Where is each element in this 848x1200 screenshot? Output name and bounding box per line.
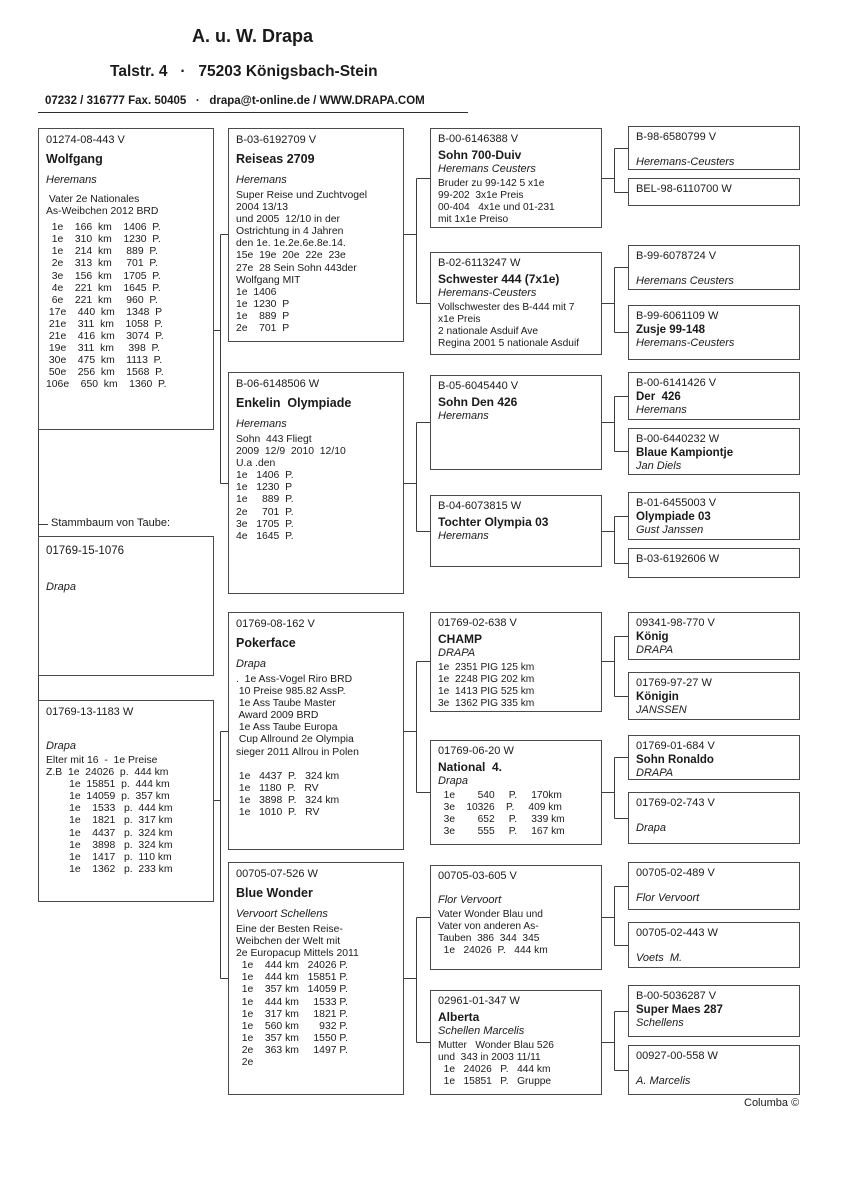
pigeon-name: Enkelin Olympiade (236, 396, 352, 410)
pigeon-name: Zusje 99-148 (636, 324, 706, 336)
strain-name: Heremans-Ceusters (636, 156, 735, 168)
ring-number: BEL-98-6110700 W (636, 183, 732, 195)
pedigree-line: 2009 12/9 2010 12/10 (236, 446, 346, 458)
pedigree-line: 1e 24026 P. 444 km (438, 1063, 551, 1075)
strain-name: Heremans Ceusters (438, 163, 536, 175)
pedigree-line: U.a .den (236, 458, 276, 470)
pedigree-line: Super Reise und Zuchtvogel (236, 190, 368, 201)
ring-number: B-01-6455003 V (636, 497, 717, 509)
pedigree-line: 1e 166 km 1406 P. (46, 222, 161, 234)
pigeon-name: Blue Wonder (236, 886, 313, 900)
ring-number: B-00-5036287 V (636, 990, 717, 1002)
result-lines (438, 1040, 594, 1088)
strain-name: Drapa (46, 740, 76, 752)
pedigree-box-gen2-0 (228, 128, 404, 342)
pedigree-line: 1e 889 P (236, 310, 290, 322)
strain-name: Heremans-Ceusters (438, 287, 537, 299)
pedigree-line: 1e 14059 p. 357 km (46, 791, 170, 803)
description-lines (46, 194, 206, 218)
pedigree-box-gen4-8 (628, 612, 800, 660)
pedigree-line (236, 759, 396, 771)
pedigree-box-gen4-0 (628, 126, 800, 170)
ring-number: 01274-08-443 V (46, 134, 125, 146)
pedigree-line: Weibchen der Welt mit (236, 936, 341, 948)
pedigree-line: 1e 1230 P (236, 298, 290, 310)
pedigree-line: 1e 540 P. 170km (438, 790, 562, 801)
pedigree-line: 2e 363 km 1497 P. (236, 1044, 348, 1056)
pedigree-line: 1e 214 km 889 P. (46, 246, 158, 258)
pigeon-name: Alberta (438, 1010, 480, 1024)
pedigree-line: Mutter Wonder Blau 526 (438, 1040, 554, 1051)
pedigree-line: Sohn 443 Fliegt (236, 434, 312, 445)
pedigree-line: 3e 156 km 1705 P. (46, 270, 161, 282)
ring-number: B-00-6141426 V (636, 377, 717, 389)
pedigree-box-gen4-1 (628, 178, 800, 206)
pedigree-box-gen2-1 (228, 372, 404, 594)
strain-name: Drapa (236, 658, 266, 670)
ring-number: B-04-6073815 W (438, 500, 522, 512)
pedigree-line: 1e 317 km 1821 P. (236, 1008, 348, 1020)
pedigree-line: 1e 444 km 24026 P. (236, 960, 348, 972)
ring-number: B-03-6192709 V (236, 134, 317, 146)
strain-name: Heremans (438, 530, 489, 542)
result-lines (438, 178, 594, 226)
pedigree-line: Ostrichtung in 4 Jahren (236, 226, 344, 238)
pedigree-line: 1e 357 km 1550 P. (236, 1032, 348, 1044)
pedigree-line: 3e 1362 PIG 335 km (438, 697, 535, 709)
pedigree-line: 1e 3898 P. 324 km (236, 794, 340, 806)
result-lines (236, 924, 396, 1069)
strain-name: Heremans (236, 174, 287, 186)
pedigree-box-gen4-2 (628, 245, 800, 290)
strain-name: Heremans (236, 418, 287, 430)
pedigree-line: 2e Europacup Mittels 2011 (236, 948, 359, 960)
strain-name: Gust Janssen (636, 524, 704, 536)
pedigree-line: 2e (236, 1057, 254, 1069)
strain-name: A. Marcelis (636, 1075, 691, 1087)
ring-number: 00705-02-489 V (636, 867, 715, 879)
pedigree-line: 2e 313 km 701 P. (46, 258, 158, 270)
pedigree-line: 21e 416 km 3074 P. (46, 331, 164, 343)
pedigree-box-gen3-6 (430, 865, 602, 970)
pedigree-line: Elter mit 16 - 1e Preise (46, 755, 158, 766)
pedigree-line: den 1e. 1e.2e.6e.8e.14. (236, 238, 346, 250)
pedigree-line: 1e 1362 p. 233 km (46, 863, 173, 875)
strain-name: DRAPA (438, 647, 476, 659)
ring-number: B-99-6078724 V (636, 250, 717, 262)
strain-name: JANSSEN (636, 704, 687, 716)
pedigree-line: 1e 1230 P (236, 482, 293, 494)
pedigree-line: Z.B 1e 24026 p. 444 km (46, 767, 169, 779)
pigeon-name: Tochter Olympia 03 (438, 515, 549, 529)
pedigree-line: und 2005 12/10 in der (236, 214, 340, 226)
pedigree-line: 27e 28 Sein Sohn 443der (236, 262, 357, 274)
strain-name: Vervoort Schellens (236, 908, 328, 920)
pigeon-name: Schwester 444 (7x1e) (438, 272, 560, 286)
pedigree-box-gen4-15 (628, 1045, 800, 1095)
strain-name: Voets M. (636, 952, 683, 964)
pedigree-line: 1e 310 km 1230 P. (46, 234, 161, 246)
ring-number: 01769-06-20 W (438, 745, 514, 757)
pigeon-name: Der 426 (636, 391, 681, 403)
pedigree-line: 1e 15851 P. Gruppe (438, 1075, 552, 1087)
pigeon-name: Königin (636, 691, 679, 703)
pedigree-box-gen3-5 (430, 740, 602, 845)
strain-name: DRAPA (636, 644, 674, 656)
pedigree-line: 3e 652 P. 339 km (438, 813, 565, 825)
ring-number: 01769-13-1183 W (46, 706, 134, 718)
pedigree-line: mit 1x1e Preiso (438, 213, 509, 225)
pedigree-box-gen3-3 (430, 495, 602, 567)
pedigree-box-father (38, 128, 214, 430)
pedigree-box-gen4-6 (628, 492, 800, 540)
pedigree-line: 1e 2351 PIG 125 km (438, 662, 535, 673)
pedigree-line: 1e 3898 p. 324 km (46, 839, 173, 851)
pigeon-name: Reiseas 2709 (236, 152, 315, 166)
pigeon-name: Pokerface (236, 636, 296, 650)
pedigree-line: 1e Ass Taube Master (236, 698, 336, 710)
pedigree-box-gen3-0 (430, 128, 602, 228)
pedigree-box-gen4-7 (628, 548, 800, 578)
result-lines (438, 909, 594, 957)
pedigree-line: 2004 13/13 (236, 202, 289, 214)
ring-number: 01769-02-743 V (636, 797, 715, 809)
strain-name: Heremans (46, 174, 97, 186)
pigeon-name: Wolfgang (46, 152, 103, 166)
strain-name: Drapa (438, 775, 468, 787)
pedigree-line: 10 Preise 985.82 AssP. (236, 686, 346, 698)
pedigree-line: Tauben 386 344 345 (438, 932, 540, 944)
pedigree-line: 15e 19e 20e 22e 23e (236, 250, 346, 262)
pedigree-box-gen3-4 (430, 612, 602, 712)
pedigree-line: 1e 4437 P. 324 km (236, 770, 340, 782)
pedigree-box-mother (38, 700, 214, 902)
pedigree-line: Vater von anderen As- (438, 920, 539, 932)
pedigree-box-gen3-2 (430, 375, 602, 470)
pigeon-name: Sohn Ronaldo (636, 754, 714, 766)
ring-number: 00705-07-526 W (236, 868, 318, 880)
ring-number: B-00-6440232 W (636, 433, 720, 445)
pedigree-line: As-Weibchen 2012 BRD (46, 206, 159, 218)
pedigree-line: 1e 444 km 1533 P. (236, 996, 348, 1008)
pigeon-name: Sohn Den 426 (438, 395, 518, 409)
pedigree-box-gen4-10 (628, 735, 800, 780)
owner-contact: 07232 / 316777 Fax. 50405 · drapa@t-online.de / WWW.DRAPA.COM (45, 95, 425, 107)
owner-address: Talstr. 4 · 75203 Königsbach-Stein (110, 63, 378, 80)
ring-number: 01769-01-684 V (636, 740, 715, 752)
pigeon-name: Sohn 700-Duiv (438, 148, 522, 162)
strain-name: DRAPA (636, 767, 674, 779)
pedigree-line: 99-202 3x1e Preis (438, 189, 524, 201)
ring-number: 09341-98-770 V (636, 617, 715, 629)
strain-name: Flor Vervoort (438, 894, 502, 906)
ring-number: 01769-15-1076 (46, 545, 125, 557)
pigeon-name: National 4. (438, 760, 503, 774)
pedigree-line: 1e 1406 P. (236, 470, 294, 482)
pedigree-box-gen2-3 (228, 862, 404, 1095)
pedigree-line: 1e 444 km 15851 P. (236, 972, 348, 984)
pedigree-line: 2e 701 P (236, 323, 290, 335)
pedigree-line: Award 2009 BRD (236, 710, 319, 722)
ring-number: 00705-03-605 V (438, 870, 517, 882)
pedigree-line: 30e 475 km 1113 P. (46, 355, 163, 367)
pigeon-name: Super Maes 287 (636, 1004, 723, 1016)
pedigree-box-gen4-5 (628, 428, 800, 475)
pedigree-line: 1e 560 km 932 P. (236, 1020, 348, 1032)
ring-number: 00927-00-558 W (636, 1050, 718, 1062)
pedigree-line: 1e 1406 (236, 286, 277, 298)
pedigree-line: Vater Wonder Blau und (438, 909, 543, 920)
pedigree-line: 2e 701 P. (236, 506, 294, 518)
pedigree-line: 4e 221 km 1645 P. (46, 282, 161, 294)
result-lines (46, 755, 206, 876)
pedigree-line: 1e 357 km 14059 P. (236, 984, 348, 996)
pedigree-line: . 1e Ass-Vogel Riro BRD (236, 674, 353, 685)
pedigree-box-gen4-3 (628, 305, 800, 360)
strain-name: Drapa (636, 822, 666, 834)
ring-number: B-00-6146388 V (438, 133, 519, 145)
ring-number: B-02-6113247 W (438, 257, 521, 269)
ring-number: 01769-02-638 V (438, 617, 517, 629)
pedigree-box-subject (38, 536, 214, 676)
ring-number: 02961-01-347 W (438, 995, 520, 1007)
pigeon-name: König (636, 631, 669, 643)
header-divider (38, 112, 468, 113)
pedigree-line: 17e 440 km 1348 P (46, 306, 163, 318)
pedigree-line: 1e 1821 p. 317 km (46, 815, 173, 827)
pedigree-box-gen2-2 (228, 612, 404, 850)
pedigree-line: 1e 1533 p. 444 km (46, 803, 173, 815)
result-lines (438, 790, 594, 838)
owner-name: A. u. W. Drapa (192, 26, 314, 46)
result-lines (46, 222, 206, 391)
pedigree-box-gen4-11 (628, 792, 800, 844)
pedigree-line: 1e 1180 P. RV (236, 782, 319, 794)
pedigree-line: 4e 1645 P. (236, 530, 294, 542)
pedigree-line: 1e Ass Taube Europa (236, 722, 338, 734)
pedigree-line: 6e 221 km 960 P. (46, 294, 158, 306)
strain-name: Drapa (46, 581, 76, 593)
pedigree-line: 3e 10326 P. 409 km (438, 801, 562, 813)
pigeon-name: Olympiade 03 (636, 511, 711, 523)
pedigree-line: 50e 256 km 1568 P. (46, 367, 164, 379)
pedigree-line: 1e 15851 p. 444 km (46, 779, 170, 791)
pedigree-line: Bruder zu 99-142 5 x1e (438, 178, 545, 189)
pedigree-line: 21e 311 km 1058 P. (46, 318, 163, 330)
pedigree-line: x1e Preis (438, 313, 481, 325)
pedigree-box-gen4-4 (628, 372, 800, 420)
strain-name: Heremans-Ceusters (636, 337, 735, 349)
strain-name: Schellen Marcelis (438, 1025, 525, 1037)
pedigree-box-gen3-1 (430, 252, 602, 355)
pedigree-line: Wolfgang MIT (236, 274, 301, 286)
pedigree-line: 00-404 4x1e und 01-231 (438, 201, 555, 213)
ring-number: B-98-6580799 V (636, 131, 717, 143)
pedigree-line: 1e 4437 p. 324 km (46, 827, 173, 839)
strain-name: Heremans (636, 404, 687, 416)
strain-name: Schellens (636, 1017, 684, 1029)
pedigree-line: Vater 2e Nationales (46, 194, 140, 205)
pedigree-line: sieger 2011 Allrou in Polen (236, 746, 359, 758)
result-lines (438, 662, 594, 710)
pedigree-line: 3e 555 P. 167 km (438, 825, 565, 837)
pedigree-line: 1e 889 P. (236, 494, 294, 506)
ring-number: B-05-6045440 V (438, 380, 519, 392)
pedigree-line: 1e 24026 P. 444 km (438, 944, 548, 956)
ring-number: 00705-02-443 W (636, 927, 718, 939)
pedigree-line: Eine der Besten Reise- (236, 924, 343, 935)
result-lines (236, 434, 396, 543)
pedigree-box-gen4-12 (628, 862, 800, 910)
subject-label: Stammbaum von Taube: (51, 517, 171, 529)
ring-number: B-06-6148506 W (236, 378, 320, 390)
pedigree-line: Cup Allround 2e Olympia (236, 734, 354, 746)
ring-number: 01769-97-27 W (636, 677, 712, 689)
pedigree-box-gen4-9 (628, 672, 800, 720)
pedigree-line: und 343 in 2003 11/11 (438, 1051, 541, 1063)
strain-name: Flor Vervoort (636, 892, 700, 904)
result-lines (236, 674, 396, 819)
pedigree-line: 1e 1413 PIG 525 km (438, 685, 535, 697)
strain-name: Heremans (438, 410, 489, 422)
result-lines (438, 302, 594, 350)
pedigree-line: Regina 2001 5 nationale Asduif (438, 337, 580, 349)
ring-number: B-99-6061109 W (636, 310, 719, 322)
ring-number: B-03-6192606 W (636, 553, 720, 565)
pedigree-box-gen4-14 (628, 985, 800, 1037)
pedigree-line: 3e 1705 P. (236, 518, 294, 530)
pedigree-line: 2 nationale Asduif Ave (438, 325, 539, 337)
strain-name: Jan Diels (636, 460, 682, 472)
pedigree-line: 1e 1417 p. 110 km (46, 851, 172, 863)
pedigree-box-gen4-13 (628, 922, 800, 968)
pedigree-line: 1e 1010 P. RV (236, 807, 320, 819)
strain-name: Heremans Ceusters (636, 275, 734, 287)
pedigree-line: Vollschwester des B-444 mit 7 (438, 302, 575, 313)
result-lines (236, 190, 396, 335)
pigeon-name: CHAMP (438, 632, 482, 646)
pedigree-line: 106e 650 km 1360 P. (46, 379, 167, 391)
columba-credit: Columba © (744, 1097, 800, 1109)
ring-number: 01769-08-162 V (236, 618, 315, 630)
pedigree-line: 1e 2248 PIG 202 km (438, 673, 535, 685)
pedigree-box-gen3-7 (430, 990, 602, 1095)
pigeon-name: Blaue Kampiontje (636, 447, 734, 459)
pedigree-line: 19e 311 km 398 P. (46, 343, 160, 355)
